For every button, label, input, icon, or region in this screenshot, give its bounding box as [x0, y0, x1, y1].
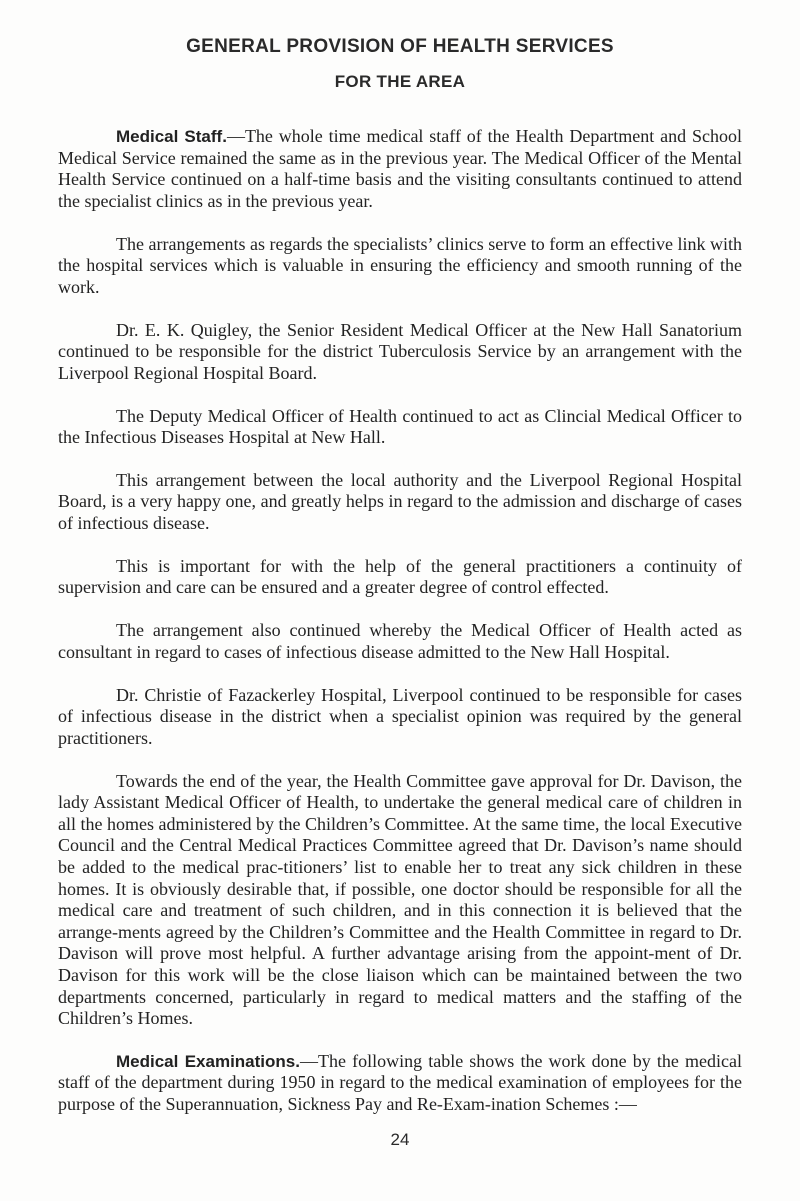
paragraph: Dr. E. K. Quigley, the Senior Resident Medical Officer at the New Hall Sanatorium continued to be responsible for the district Tuberculosis Service by an arrangement with the Liverpool Regional Hospital Board. [58, 319, 742, 383]
paragraph: This is important for with the help of the general practitioners a continuity of supervision and care can be ensured and a greater degree of control effected. [58, 555, 742, 598]
page-title: GENERAL PROVISION OF HEALTH SERVICES [186, 36, 614, 57]
body-text [58, 126, 742, 1137]
paragraph: The Deputy Medical Officer of Health continued to act as Clincial Medical Officer to the Infectious Diseases Hospital at New Hall. [58, 405, 742, 448]
paragraph-text: —The following table shows the work done by the medical staff of the department during 1950 in regard to the medical examination of employees for the purpose of the Superannuation, Sickness Pay and Re-Exam-ination Schemes :— [58, 1050, 742, 1115]
paragraph: This arrangement between the local authority and the Liverpool Regional Hospital Board, is a very happy one, and greatly helps in regard to the admission and discharge of cases of infectious disease. [58, 469, 742, 534]
paragraph-medical-examinations [58, 1051, 742, 1116]
page-subtitle: FOR THE AREA [334, 72, 466, 91]
page-number: 24 [390, 1130, 410, 1149]
section-heading-medical-staff: Medical Staff. [116, 127, 227, 146]
paragraph: Towards the end of the year, the Health Committee gave approval for Dr. Davison, the lady Assistant Medical Officer of Health, to undertake the general medical care of children in all the homes administered by the Children’s Committee. At the same time, the local Executive Council and the Central Medical Practices Committee agreed that Dr. Davison’s name should be added to the medical prac-titioners’ list to enable her to treat any sick children in these homes. It is obviously desirable that, if possible, one doctor should be responsible for all the medical care and treatment of such children, and in this connection it is believed that the arrange-ments agreed by the Children’s Committee and the Health Committee in regard to Dr. Davison will prove most helpful. A further advantage arising from the appoint-ment of Dr. Davison for this work will be the close liaison which can be maintained between the two departments concerned, particularly in regard to medical matters and the staffing of the Children’s Homes. [58, 770, 742, 1029]
paragraph-text: —The whole time medical staff of the Health Department and School Medical Service remained the same as in the previous year. The Medical Officer of the Mental Health Service continued on a half-time basis and the visiting consultants continued to attend the specialist clinics as in the previous year. [58, 126, 742, 211]
section-heading-medical-examinations: Medical Examinations. [116, 1051, 300, 1071]
paragraph-medical-staff [58, 126, 742, 212]
paragraph: The arrangements as regards the specialists’ clinics serve to form an effective link with the hospital services which is valuable in ensuring the efficiency and smooth running of the work. [58, 233, 742, 297]
paragraph: The arrangement also continued whereby the Medical Officer of Health acted as consultant in regard to cases of infectious disease admitted to the New Hall Hospital. [58, 620, 742, 662]
paragraph: Dr. Christie of Fazackerley Hospital, Liverpool continued to be responsible for cases of infectious disease in the district when a specialist opinion was required by the general practitioners. [58, 684, 742, 748]
